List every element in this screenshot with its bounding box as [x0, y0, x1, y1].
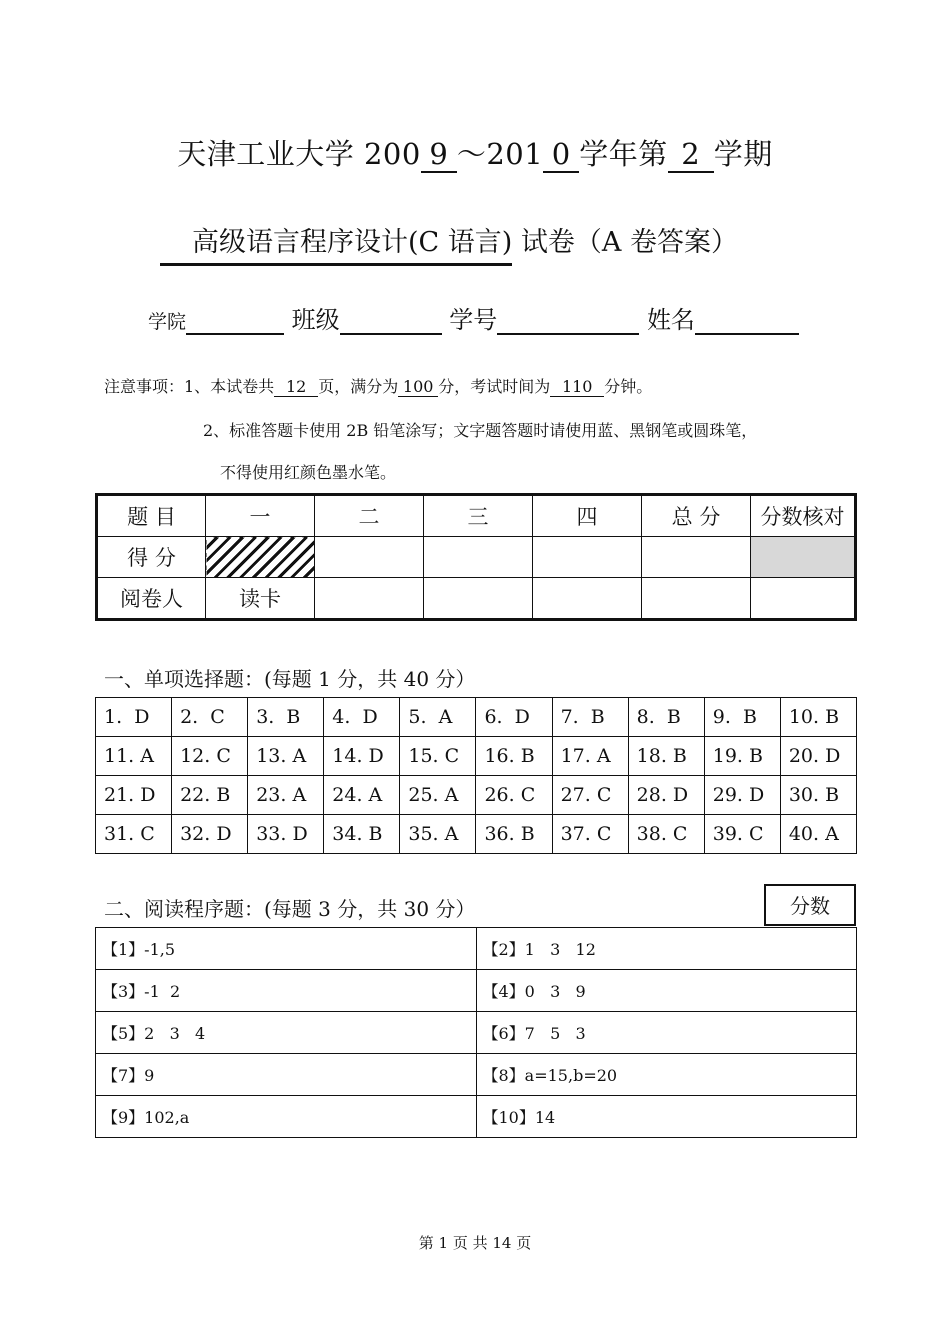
mcq-row	[96, 737, 857, 776]
name-label: 姓名	[646, 306, 695, 334]
title-part: 学年第	[579, 137, 668, 171]
mcq-answer-cell: 7. B	[552, 698, 628, 737]
student-info-line	[148, 300, 799, 335]
hatched-cell	[206, 537, 315, 578]
mcq-answer-cell: 23. A	[248, 776, 324, 815]
mcq-answer-cell: 31. C	[96, 815, 172, 854]
mcq-answer-cell: 15. C	[400, 737, 476, 776]
college-label: 学院	[148, 311, 187, 333]
mcq-answer-cell: 28. D	[628, 776, 704, 815]
title-part: 天津工业大学 200	[177, 137, 421, 171]
page-footer: 第 1 页 共 14 页	[418, 1234, 532, 1252]
score-cell[interactable]	[315, 537, 424, 578]
mcq-answer-cell: 20. D	[780, 737, 856, 776]
mcq-answer-table	[95, 697, 857, 854]
reading-row	[96, 1054, 857, 1096]
mcq-answer-cell: 16. B	[476, 737, 552, 776]
title-part: ～201	[456, 137, 544, 171]
page-count: 12	[274, 378, 318, 397]
mcq-answer-cell: 37. C	[552, 815, 628, 854]
mcq-answer-cell: 30. B	[780, 776, 856, 815]
mcq-answer-cell: 40. A	[780, 815, 856, 854]
reading-answer-cell: 【5】2 3 4	[96, 1012, 477, 1054]
score-cell[interactable]	[424, 537, 533, 578]
section2-score-box[interactable]: 分数	[764, 884, 856, 926]
score-cell[interactable]	[642, 537, 751, 578]
college-field[interactable]	[186, 305, 284, 335]
exam-subtitle	[160, 220, 738, 266]
course-name: 高级语言程序设计(C 语言)	[160, 220, 512, 266]
student-id-field[interactable]	[497, 305, 639, 335]
section1-heading: 一、单项选择题：(每题 1 分，共 40 分）	[104, 667, 476, 691]
score-header-cell: 三	[424, 495, 533, 537]
mcq-answer-cell: 38. C	[628, 815, 704, 854]
score-header-cell: 四	[533, 495, 642, 537]
exam-time: 110	[550, 378, 604, 397]
reviewer-cell[interactable]	[315, 578, 424, 620]
mcq-row	[96, 776, 857, 815]
note-text: 注意事项：1、本试卷共	[104, 377, 275, 396]
mcq-answer-cell: 9. B	[704, 698, 780, 737]
reading-answer-cell: 【6】7 5 3	[476, 1012, 857, 1054]
mcq-answer-cell: 13. A	[248, 737, 324, 776]
mcq-answer-cell: 1. D	[96, 698, 172, 737]
mcq-answer-cell: 19. B	[704, 737, 780, 776]
note-1	[104, 374, 652, 397]
note-text: 页，满分为	[318, 377, 399, 396]
mcq-answer-cell: 6. D	[476, 698, 552, 737]
paper-type: 试卷（A 卷答案）	[520, 227, 738, 258]
reading-answer-cell: 【7】9	[96, 1054, 477, 1096]
mcq-answer-cell: 12. C	[172, 737, 248, 776]
score-header-cell: 分数核对	[751, 495, 856, 537]
mcq-answer-cell: 35. A	[400, 815, 476, 854]
reading-row	[96, 970, 857, 1012]
mcq-answer-cell: 4. D	[324, 698, 400, 737]
reading-answer-cell: 【10】14	[476, 1096, 857, 1138]
reviewer-cell[interactable]	[751, 578, 856, 620]
section2-heading: 二、阅读程序题：(每题 3 分，共 30 分）	[104, 897, 476, 921]
reviewer-cell[interactable]	[424, 578, 533, 620]
title-part: 学期	[713, 137, 773, 171]
score-header-cell: 总 分	[642, 495, 751, 537]
mcq-answer-cell: 3. B	[248, 698, 324, 737]
class-field[interactable]	[340, 305, 442, 335]
student-id-label: 学号	[449, 306, 498, 334]
score-row-label: 得 分	[97, 537, 206, 578]
name-field[interactable]	[695, 305, 799, 335]
reviewer-cell: 读卡	[206, 578, 315, 620]
mcq-answer-cell: 24. A	[324, 776, 400, 815]
mcq-answer-cell: 8. B	[628, 698, 704, 737]
year2-blank: 0	[543, 138, 579, 173]
reading-answer-cell: 【3】-1 2	[96, 970, 477, 1012]
mcq-answer-cell: 5. A	[400, 698, 476, 737]
mcq-answer-cell: 14. D	[324, 737, 400, 776]
mcq-answer-cell: 27. C	[552, 776, 628, 815]
term-blank: 2	[668, 138, 714, 173]
reviewer-row	[97, 578, 856, 620]
score-header-cell: 二	[315, 495, 424, 537]
note-text: 分钟。	[604, 377, 653, 396]
full-score: 100	[398, 378, 438, 397]
mcq-row	[96, 698, 857, 737]
mcq-answer-cell: 17. A	[552, 737, 628, 776]
mcq-answer-cell: 39. C	[704, 815, 780, 854]
reading-row	[96, 1096, 857, 1138]
reading-answer-cell: 【4】0 3 9	[476, 970, 857, 1012]
reading-answer-cell: 【9】102,a	[96, 1096, 477, 1138]
mcq-answer-cell: 10. B	[780, 698, 856, 737]
class-label: 班级	[291, 306, 340, 334]
mcq-row	[96, 815, 857, 854]
reading-answer-table	[95, 927, 857, 1138]
reading-answer-cell: 【2】1 3 12	[476, 928, 857, 970]
note-text: 分，考试时间为	[438, 377, 551, 396]
reading-row	[96, 928, 857, 970]
score-header-cell: 题 目	[97, 495, 206, 537]
mcq-answer-cell: 2. C	[172, 698, 248, 737]
note-3: 不得使用红颜色墨水笔。	[220, 463, 397, 482]
mcq-answer-cell: 36. B	[476, 815, 552, 854]
mcq-answer-cell: 34. B	[324, 815, 400, 854]
mcq-answer-cell: 25. A	[400, 776, 476, 815]
mcq-answer-cell: 21. D	[96, 776, 172, 815]
reviewer-row-label: 阅卷人	[97, 578, 206, 620]
mcq-answer-cell: 33. D	[248, 815, 324, 854]
mcq-answer-cell: 18. B	[628, 737, 704, 776]
score-check-cell	[751, 537, 856, 578]
reading-row	[96, 1012, 857, 1054]
mcq-answer-cell: 29. D	[704, 776, 780, 815]
score-cell[interactable]	[533, 537, 642, 578]
reading-answer-cell: 【1】-1,5	[96, 928, 477, 970]
mcq-answer-cell: 11. A	[96, 737, 172, 776]
year1-blank: 9	[421, 138, 457, 173]
score-row	[97, 537, 856, 578]
score-table	[95, 493, 857, 621]
mcq-answer-cell: 22. B	[172, 776, 248, 815]
reviewer-cell[interactable]	[642, 578, 751, 620]
mcq-answer-cell: 32. D	[172, 815, 248, 854]
mcq-answer-cell: 26. C	[476, 776, 552, 815]
exam-title	[0, 132, 950, 173]
reviewer-cell[interactable]	[533, 578, 642, 620]
score-header-cell: 一	[206, 495, 315, 537]
reading-answer-cell: 【8】a=15,b=20	[476, 1054, 857, 1096]
score-header-row	[97, 495, 856, 537]
note-2: 2、标准答题卡使用 2B 铅笔涂写；文字题答题时请使用蓝、黑钢笔或圆珠笔，	[203, 421, 758, 440]
